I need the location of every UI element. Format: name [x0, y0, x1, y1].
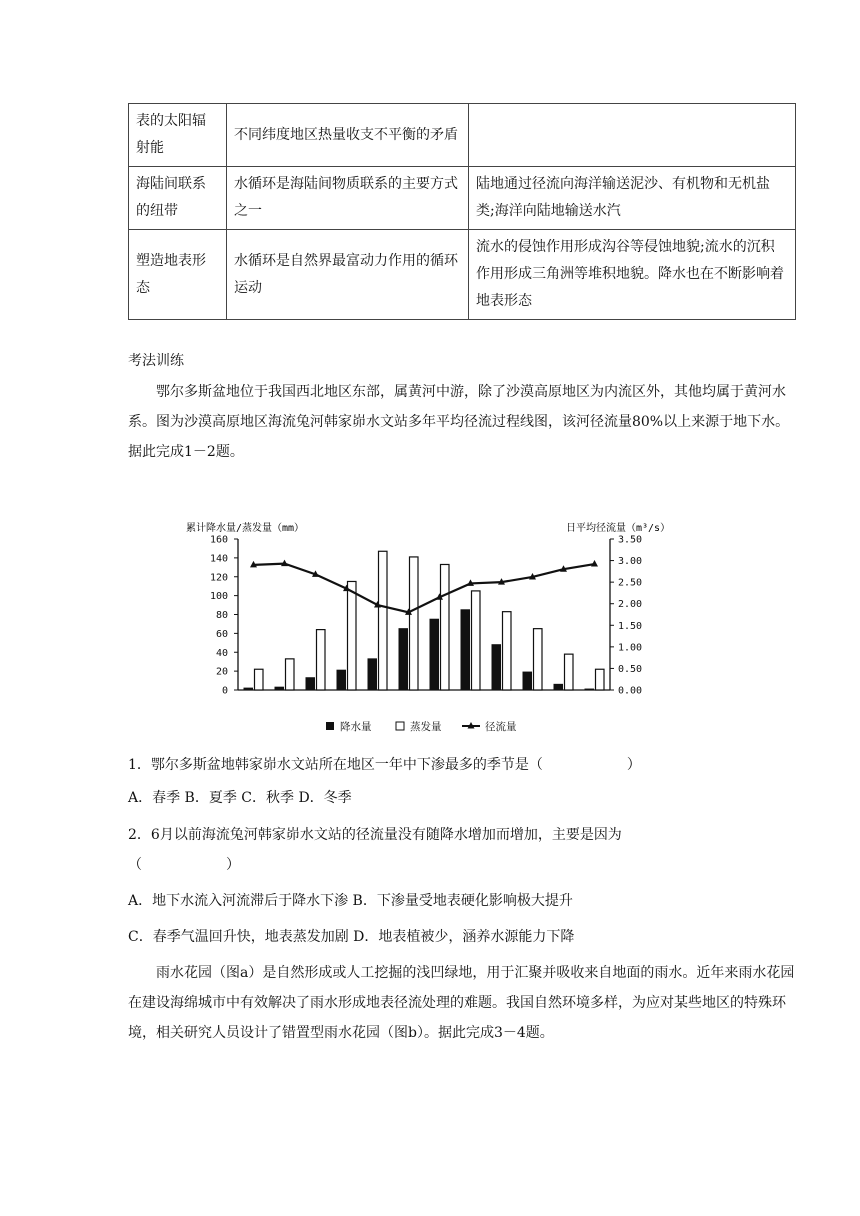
precipitation-legend-swatch	[326, 722, 334, 730]
right-tick-label: 0.50	[618, 663, 643, 675]
precipitation-bar	[275, 687, 284, 690]
left-tick-label: 0	[221, 685, 228, 697]
right-axis-label: 日平均径流量（m³/s）	[566, 523, 671, 534]
evaporation-bar	[441, 564, 450, 690]
precipitation-bar	[244, 688, 253, 690]
precipitation-bar	[337, 670, 346, 690]
table-cell: 不同纬度地区热量收支不平衡的矛盾	[227, 104, 469, 167]
table-row	[129, 230, 796, 320]
evaporation-bar	[565, 654, 574, 690]
left-axis-label: 累计降水量/蒸发量（mm）	[186, 523, 305, 534]
evaporation-bar	[596, 669, 605, 690]
precipitation-bar	[554, 684, 563, 690]
table-cell: 表的太阳辐射能	[129, 104, 227, 167]
evaporation-bar	[379, 551, 388, 690]
question-2-options-ab: A．地下水流入河流滞后于降水下渗 B．下渗量受地表硬化影响极大提升	[128, 893, 573, 909]
evaporation-legend-label: 蒸发量	[410, 721, 442, 733]
table-cell: 陆地通过径流向海洋输送泥沙、有机物和无机盐类;海洋向陆地输送水汽	[469, 167, 796, 230]
evaporation-bar	[472, 591, 481, 690]
section-title: 考法训练	[128, 353, 184, 369]
runoff-line	[254, 564, 595, 613]
right-tick-label: 0.00	[618, 685, 643, 697]
left-tick-label: 40	[215, 647, 228, 659]
question-1-stem: 1．鄂尔多斯盆地韩家峁水文站所在地区一年中下渗最多的季节是（ ）	[128, 757, 641, 773]
precipitation-bar	[585, 689, 594, 690]
question-2-stem: 2．6月以前海流兔河韩家峁水文站的径流量没有随降水增加而增加，主要是因为	[128, 827, 622, 843]
evaporation-bar	[348, 581, 357, 690]
evaporation-bar	[503, 612, 512, 690]
evaporation-bar	[317, 630, 326, 690]
right-tick-label: 2.50	[618, 577, 643, 589]
water-cycle-significance-table	[128, 103, 796, 320]
left-tick-label: 100	[209, 591, 228, 603]
table-row	[129, 167, 796, 230]
table-cell	[469, 104, 796, 167]
question-2-options-cd: C．春季气温回升快，地表蒸发加剧 D．地表植被少，涵养水源能力下降	[128, 929, 575, 945]
left-tick-label: 120	[209, 572, 228, 584]
precipitation-bar	[492, 645, 501, 690]
evaporation-bar	[286, 659, 295, 690]
evaporation-bar	[534, 629, 543, 690]
table-cell: 海陆间联系的纽带	[129, 167, 227, 230]
intro-paragraph-2: 雨水花园（图a）是自然形成或人工挖掘的浅凹绿地，用于汇聚并吸收来自地面的雨水。近年来雨水花园在建设海绵城市中有效解决了雨水形成地表径流处理的难题。我国自然环境多样，为应对某些地区的特殊环境，相关研究人员设计了错置型雨水花园（图b）。据此完成3－4题。	[128, 965, 795, 1041]
right-tick-label: 3.00	[618, 556, 643, 568]
question-1-options: A．春季 B．夏季 C．秋季 D．冬季	[128, 790, 352, 806]
table-cell: 水循环是海陆间物质联系的主要方式之一	[227, 167, 469, 230]
precipitation-bar	[306, 678, 315, 690]
precipitation-bar	[461, 610, 470, 690]
right-tick-label: 1.00	[618, 642, 643, 654]
left-tick-label: 80	[215, 610, 228, 621]
left-tick-label: 160	[209, 534, 228, 546]
evaporation-legend-swatch	[396, 722, 404, 730]
question-2-blank: （ ）	[128, 857, 240, 873]
evaporation-bar	[410, 557, 419, 690]
runoff-point	[591, 560, 598, 567]
precipitation-bar	[368, 659, 377, 690]
runoff-legend-label: 径流量	[485, 721, 517, 733]
precipitation-legend-label: 降水量	[340, 721, 372, 733]
left-tick-label: 140	[209, 553, 228, 565]
table-cell: 水循环是自然界最富动力作用的循环运动	[227, 230, 469, 320]
left-tick-label: 60	[215, 628, 228, 640]
precipitation-bar	[430, 619, 439, 690]
table-cell: 塑造地表形态	[129, 230, 227, 320]
right-tick-label: 3.50	[618, 534, 643, 546]
table-row	[129, 104, 796, 167]
intro-paragraph-1: 鄂尔多斯盆地位于我国西北地区东部，属黄河中游，除了沙漠高原地区为内流区外，其他均属于黄河水系。图为沙漠高原地区海流兔河韩家峁水文站多年平均径流过程线图，该河径流量80%以上来源于地下水。据此完成1－2题。	[128, 384, 790, 460]
precipitation-bar	[399, 629, 408, 690]
runoff-chart	[180, 508, 700, 742]
precipitation-bar	[523, 672, 532, 690]
right-tick-label: 1.50	[618, 620, 643, 632]
evaporation-bar	[255, 669, 264, 690]
left-tick-label: 20	[215, 666, 228, 678]
right-tick-label: 2.00	[618, 599, 643, 611]
table-cell: 流水的侵蚀作用形成沟谷等侵蚀地貌;流水的沉积作用形成三角洲等堆积地貌。降水也在不断影响着地表形态	[469, 230, 796, 320]
